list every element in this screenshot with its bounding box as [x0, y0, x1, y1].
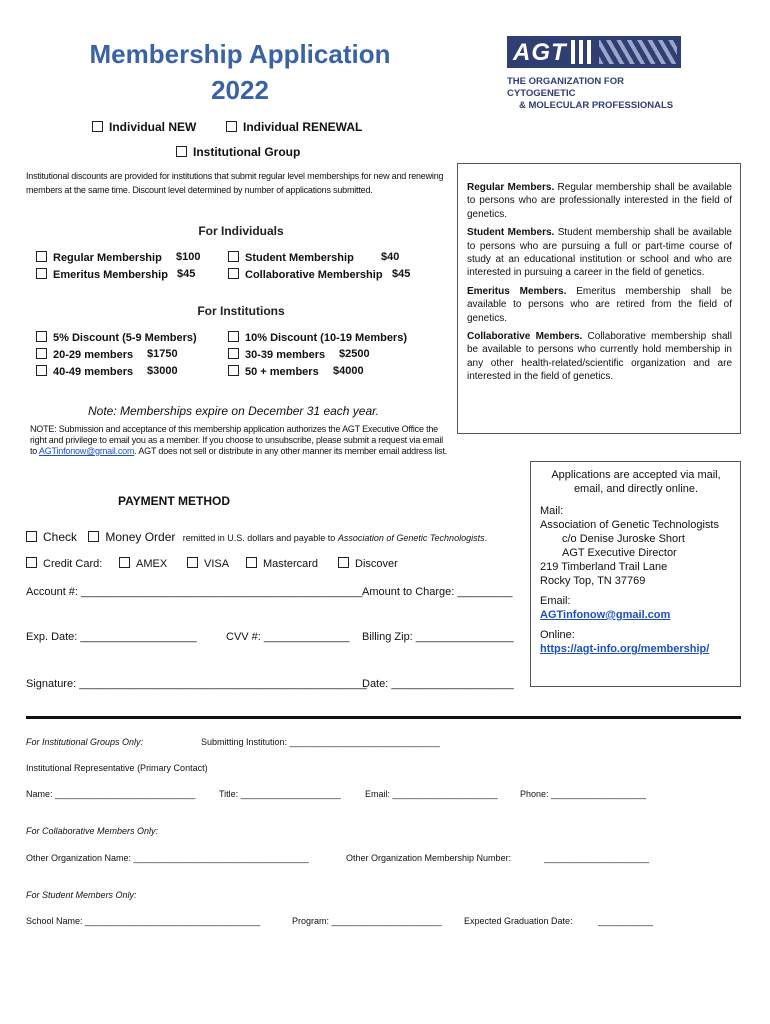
credit-card-label: Credit Card:	[43, 558, 103, 570]
individual-renewal-option[interactable]	[226, 120, 362, 134]
cvv-field[interactable]: CVV #: ______________	[226, 631, 350, 643]
discount-10-label: 10% Discount (10-19 Members)	[245, 332, 407, 344]
members-40-price: $3000	[147, 365, 178, 377]
amex-option[interactable]	[119, 557, 167, 570]
checkbox-icon[interactable]	[36, 251, 47, 262]
members-30-price: $2500	[339, 348, 370, 360]
def-emeritus-text: Emeritus membership shall be available to persons who are retired from the field of genetics.	[467, 285, 732, 324]
student-label: Student Membership	[245, 252, 354, 264]
collaborative-label: Collaborative Membership	[245, 269, 383, 281]
check-option[interactable]	[26, 530, 77, 544]
accepted-text: Applications are accepted via mail, email, and directly online.	[551, 469, 721, 495]
def-emeritus-term: Emeritus Members.	[467, 285, 567, 297]
mail-label: Mail:	[540, 505, 564, 517]
payment-method-row	[26, 530, 487, 544]
other-org-membership-label: Other Organization Membership Number:	[346, 853, 512, 863]
individual-new-option[interactable]	[92, 120, 196, 134]
checkbox-icon[interactable]	[228, 348, 239, 359]
signature-field[interactable]: Signature: _______________________________________________	[26, 678, 367, 690]
collaborative-price: $45	[392, 268, 411, 280]
membership-definitions-box	[457, 163, 741, 434]
remit-period: .	[484, 533, 488, 543]
emeritus-label: Emeritus Membership	[53, 269, 168, 281]
agt-note-text-end: . AGT does not sell or distribute in any other manner its member email address list.	[134, 446, 447, 456]
checkbox-icon[interactable]	[226, 121, 237, 132]
rep-title-field[interactable]: Title: ____________________	[219, 789, 341, 799]
members-20-label: 20-29 members	[53, 349, 134, 361]
def-collaborative	[467, 330, 732, 384]
rep-phone-field[interactable]: Phone: ___________________	[520, 789, 647, 799]
def-emeritus	[467, 285, 732, 325]
agt-logo	[503, 36, 685, 111]
title-text: Membership Application	[89, 39, 391, 69]
discount-note: Institutional discounts are provided for institutions that submit regular level memberships for new and renewing members at the same time. Discount level determined by number of applications submitted.	[26, 171, 444, 195]
page-title	[70, 36, 410, 108]
billing-zip-field[interactable]: Billing Zip: ________________	[362, 631, 514, 643]
membership-url-link[interactable]: https://agt-info.org/membership/	[540, 643, 710, 655]
checkbox-icon[interactable]	[36, 331, 47, 342]
members-20-option[interactable]	[36, 348, 133, 361]
members-50-label: 50 + members	[245, 366, 319, 378]
rep-name-field[interactable]: Name: ____________________________	[26, 789, 196, 799]
payment-heading: PAYMENT METHOD	[118, 494, 231, 508]
expire-note: Note: Memberships expire on December 31 each year.	[88, 404, 380, 418]
check-label: Check	[43, 530, 78, 544]
discover-option[interactable]	[338, 557, 398, 570]
visa-label: VISA	[204, 558, 230, 570]
contact-box	[530, 461, 741, 687]
members-40-option[interactable]	[36, 365, 133, 378]
student-membership-option[interactable]	[228, 251, 354, 264]
members-30-label: 30-39 members	[245, 349, 326, 361]
mastercard-label: Mastercard	[263, 558, 319, 570]
members-50-price: $4000	[333, 365, 364, 377]
members-20-price: $1750	[147, 348, 178, 360]
title-year: 2022	[211, 75, 269, 105]
def-student-term: Student Members.	[467, 227, 555, 239]
money-order-option[interactable]	[88, 530, 175, 544]
discount-5-label: 5% Discount (5-9 Members)	[53, 332, 197, 344]
emeritus-price: $45	[177, 268, 196, 280]
logo-letters: AGT	[513, 39, 567, 66]
remit-text: remitted in U.S. dollars and payable to	[182, 533, 338, 543]
logo-banner	[507, 36, 681, 68]
logo-tagline-1: THE ORGANIZATION FOR CYTOGENETIC	[507, 76, 624, 99]
checkbox-icon[interactable]	[36, 348, 47, 359]
date-field[interactable]: Date: ____________________	[362, 678, 514, 690]
logo-tagline	[507, 76, 685, 112]
discount-10-option[interactable]	[228, 331, 407, 344]
checkbox-icon[interactable]	[228, 268, 239, 279]
regular-label: Regular Membership	[53, 252, 162, 264]
student-members-label: For Student Members Only:	[26, 890, 137, 900]
def-regular	[467, 181, 732, 221]
checkbox-icon[interactable]	[36, 268, 47, 279]
checkbox-icon[interactable]	[176, 146, 187, 157]
credit-card-option[interactable]	[26, 557, 102, 570]
discount-5-option[interactable]	[36, 331, 197, 344]
checkbox-icon[interactable]	[228, 251, 239, 262]
agt-note-email-link[interactable]: AGTinfonow@gmail.com	[38, 446, 135, 456]
contact-email-link[interactable]: AGTinfonow@gmail.com	[540, 609, 671, 621]
discover-label: Discover	[355, 558, 398, 570]
regular-membership-option[interactable]	[36, 251, 162, 264]
amount-to-charge-field[interactable]: Amount to Charge: _________	[362, 586, 513, 598]
institutional-group-label: Institutional Group	[193, 145, 301, 159]
institutions-heading: For Institutions	[197, 304, 285, 318]
def-student	[467, 226, 732, 280]
amex-label: AMEX	[136, 558, 168, 570]
institutional-group-option[interactable]	[176, 145, 300, 159]
checkbox-icon[interactable]	[26, 557, 37, 568]
collaborative-membership-option[interactable]	[228, 268, 383, 281]
individual-renewal-label: Individual RENEWAL	[243, 120, 363, 134]
individual-new-label: Individual NEW	[109, 120, 197, 134]
checkbox-icon[interactable]	[187, 557, 198, 568]
logo-tagline-2: & MOLECULAR PROFESSIONALS	[519, 100, 674, 111]
money-order-label: Money Order	[105, 530, 176, 544]
def-student-text: Student membership shall be available to persons who are pursuing a full or part-time course of study at an educational institution or school and who are interested in pursuing a career in the field of genetics.	[467, 227, 732, 279]
online-label: Online:	[540, 629, 575, 641]
collaborative-members-label: For Collaborative Members Only:	[26, 826, 159, 836]
checkbox-icon[interactable]	[246, 557, 257, 568]
payee-name: Association of Genetic Technologists	[337, 533, 485, 543]
agt-note-text: NOTE: Submission and acceptance of this membership application authorizes the AGT Executive Office the right and privilege to email you as a member. If you choose to unsubscribe, please submit a request via email to	[30, 424, 443, 456]
email-label: Email:	[540, 595, 571, 607]
def-collab-text: Collaborative membership shall be available to persons who currently hold membership in any other health-related/scientific organization and are interested in the field of genetics.	[467, 331, 732, 383]
def-regular-text: Regular membership shall be available to persons who are professionally interested in the field of genetics.	[467, 182, 732, 220]
submitting-institution-field[interactable]: Submitting Institution: ______________________________	[201, 737, 440, 747]
mail-street: 219 Timberland Trail Lane	[540, 561, 668, 573]
graduation-date-field[interactable]: ___________	[598, 916, 654, 926]
mail-city: Rocky Top, TN 37769	[540, 575, 646, 587]
other-org-membership-field[interactable]: _____________________	[544, 853, 650, 863]
program-field[interactable]: Program: ______________________	[292, 916, 442, 926]
rep-email-field[interactable]: Email: _____________________	[365, 789, 498, 799]
institutional-rep-label: Institutional Representative (Primary Contact)	[26, 763, 208, 773]
school-name-field[interactable]: School Name: ___________________________________	[26, 916, 261, 926]
checkbox-icon[interactable]	[119, 557, 130, 568]
exp-date-field[interactable]: Exp. Date: ___________________	[26, 631, 197, 643]
individuals-heading: For Individuals	[198, 224, 284, 238]
agt-email-note	[30, 424, 450, 457]
checkbox-icon[interactable]	[36, 365, 47, 376]
checkbox-icon[interactable]	[92, 121, 103, 132]
student-price: $40	[381, 251, 400, 263]
def-collab-term: Collaborative Members.	[467, 331, 583, 343]
other-org-name-field[interactable]: Other Organization Name: ___________________________________	[26, 853, 309, 863]
visa-option[interactable]	[187, 557, 229, 570]
checkbox-icon[interactable]	[26, 531, 37, 542]
regular-price: $100	[176, 251, 201, 263]
emeritus-membership-option[interactable]	[36, 268, 168, 281]
graduation-date-label: Expected Graduation Date:	[464, 916, 573, 926]
mail-attn: c/o Denise Juroske Short	[562, 533, 685, 545]
checkbox-icon[interactable]	[228, 365, 239, 376]
members-40-label: 40-49 members	[53, 366, 134, 378]
def-regular-term: Regular Members.	[467, 182, 555, 193]
account-number-field[interactable]: Account #: ______________________________________________	[26, 586, 363, 598]
mastercard-option[interactable]	[246, 557, 318, 570]
members-30-option[interactable]	[228, 348, 325, 361]
mail-org: Association of Genetic Technologists	[540, 519, 719, 531]
checkbox-icon[interactable]	[88, 531, 99, 542]
mail-role: AGT Executive Director	[562, 547, 677, 559]
checkbox-icon[interactable]	[228, 331, 239, 342]
members-50-option[interactable]	[228, 365, 319, 378]
institutional-label: For Institutional Groups Only:	[26, 737, 144, 747]
section-divider	[26, 716, 741, 719]
checkbox-icon[interactable]	[338, 557, 349, 568]
